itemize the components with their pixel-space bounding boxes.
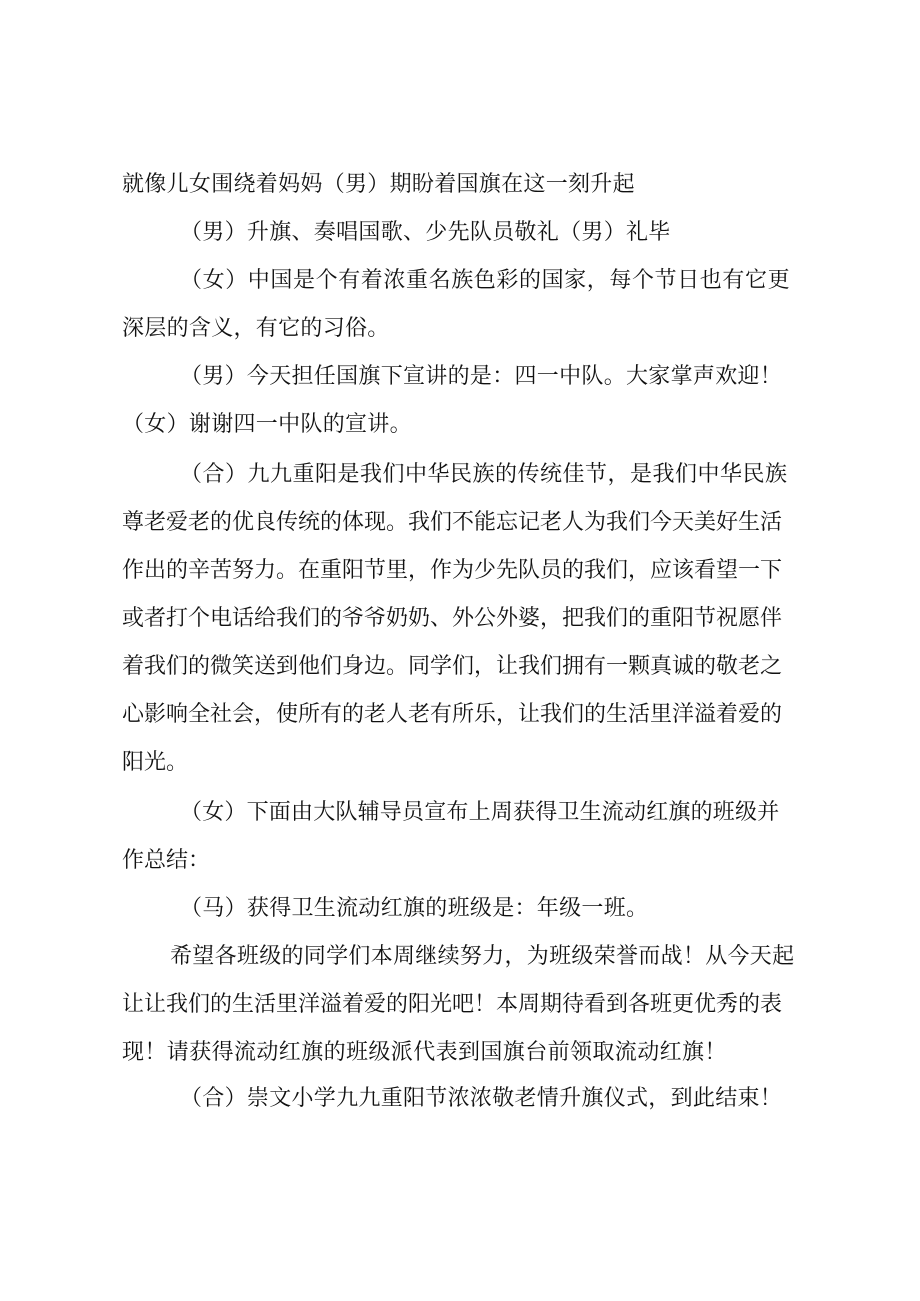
text-line-4: 深层的含义，有它的习俗。 bbox=[122, 316, 390, 341]
text-line-12: 心影响全社会，使所有的老人老有所乐，让我们的生活里洋溢着爱的 bbox=[122, 702, 783, 727]
text-line-7: （合）九九重阳是我们中华民族的传统佳节，是我们中华民族 bbox=[180, 462, 788, 487]
text-line-8: 尊老爱老的优良传统的体现。我们不能忘记老人为我们今天美好生活 bbox=[122, 510, 783, 535]
text-line-15: 作总结： bbox=[122, 848, 211, 873]
text-line-2: （男）升旗、奏唱国歌、少先队员敬礼（男）礼毕 bbox=[180, 220, 671, 245]
text-line-14: （女）下面由大队辅导员宣布上周获得卫生流动红旗的班级并 bbox=[180, 800, 780, 825]
text-line-19: 现！请获得流动红旗的班级派代表到国旗台前领取流动红旗！ bbox=[122, 1040, 727, 1065]
text-line-9: 作出的辛苦努力。在重阳节里，作为少先队员的我们，应该看望一下 bbox=[122, 558, 783, 583]
text-line-16: （马）获得卫生流动红旗的班级是：年级一班。 bbox=[180, 896, 649, 921]
text-line-17: 希望各班级的同学们本周继续努力，为班级荣誉而战！从今天起 bbox=[170, 944, 795, 969]
text-line-3: （女）中国是个有着浓重名族色彩的国家，每个节日也有它更 bbox=[180, 268, 791, 293]
text-line-20: （合）崇文小学九九重阳节浓浓敬老情升旗仪式，到此结束！ bbox=[180, 1086, 783, 1111]
text-line-11: 着我们的微笑送到他们身边。同学们，让我们拥有一颗真诚的敬老之 bbox=[122, 654, 783, 679]
text-line-1: 就像儿女围绕着妈妈（男）期盼着国旗在这一刻升起 bbox=[122, 172, 635, 197]
text-line-13: 阳光。 bbox=[122, 750, 189, 775]
text-line-10: 或者打个电话给我们的爷爷奶奶、外公外婆，把我们的重阳节祝愿伴 bbox=[122, 606, 783, 631]
text-line-5: （男）今天担任国旗下宣讲的是：四一中队。大家掌声欢迎！ bbox=[180, 364, 783, 389]
text-line-18: 让让我们的生活里洋溢着爱的阳光吧！本周期待看到各班更优秀的表 bbox=[122, 992, 783, 1017]
text-line-6: （女）谢谢四一中队的宣讲。 bbox=[122, 412, 412, 437]
